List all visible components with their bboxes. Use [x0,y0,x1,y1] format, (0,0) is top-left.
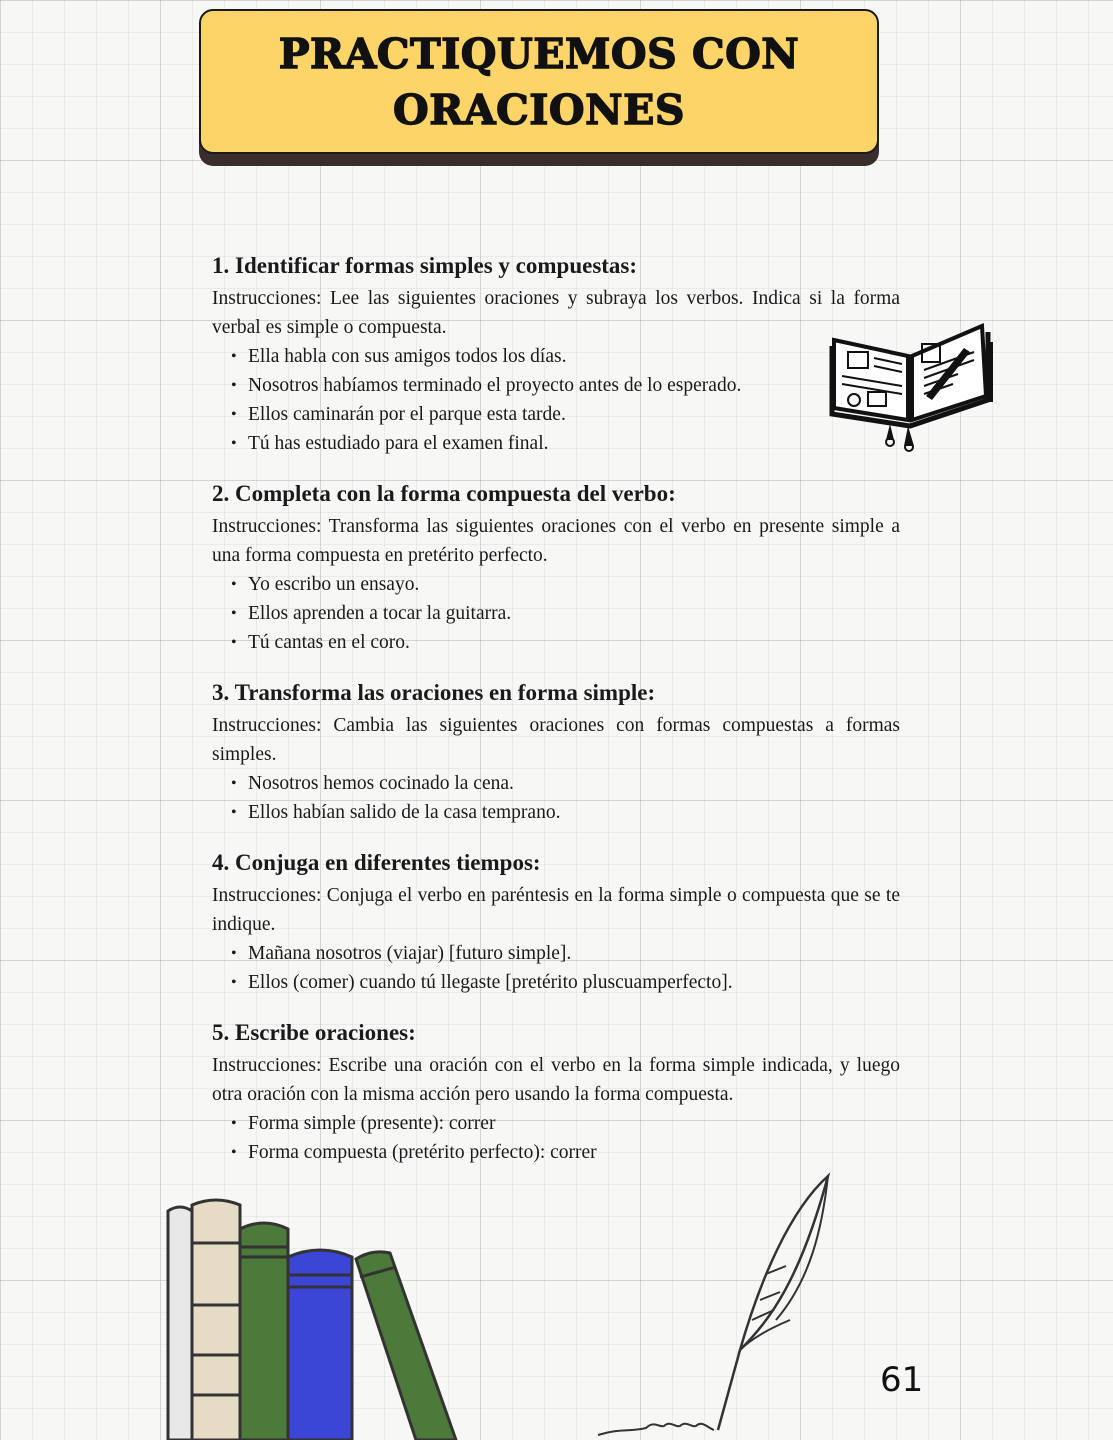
quill-pen-icon [590,1170,840,1440]
list-item: • Ellos habían salido de la casa temprano. [212,798,900,827]
section-items [212,1109,900,1167]
exercise-section [212,677,900,827]
list-item: • Ellos aprenden a tocar la guitarra. [212,599,900,628]
exercise-list [212,250,900,1187]
list-item: • Forma compuesta (pretérito perfecto): correr [212,1138,900,1167]
list-item: • Tú has estudiado para el examen final. [212,429,900,458]
open-notebook-icon [828,312,993,452]
exercise-section [212,847,900,997]
list-item: • Ellos caminarán por el parque esta tarde. [212,400,900,429]
list-item: • Ellos (comer) cuando tú llegaste [pretérito pluscuamperfecto]. [212,968,900,997]
section-heading: 2. Completa con la forma compuesta del verbo: [212,481,676,506]
exercise-section [212,1017,900,1167]
list-item: • Forma simple (presente): correr [212,1109,900,1138]
exercise-section [212,250,900,458]
section-heading: 4. Conjuga en diferentes tiempos: [212,850,541,875]
page-title: PRACTIQUEMOS CON ORACIONES [278,29,800,134]
section-heading: 1. Identificar formas simples y compuestas: [212,253,638,278]
exercise-section [212,478,900,657]
list-item: • Nosotros hemos cocinado la cena. [212,769,900,798]
section-heading: 3. Transforma las oraciones en forma simple: [212,680,656,705]
list-item: • Ella habla con sus amigos todos los días. [212,342,900,371]
page-number: 61 [880,1360,924,1400]
section-items [212,939,900,997]
list-item: • Nosotros habíamos terminado el proyecto antes de lo esperado. [212,371,900,400]
list-item: • Yo escribo un ensayo. [212,570,900,599]
section-items [212,342,900,458]
title-banner [199,9,879,154]
list-item: • Tú cantas en el coro. [212,628,900,657]
section-instructions: Instrucciones: Lee las siguientes oraciones y subraya los verbos. Indica si la forma verbal es simple o compuesta. [212,288,900,338]
books-icon [160,1195,460,1440]
section-instructions: Instrucciones: Cambia las siguientes oraciones con formas compuestas a formas simples. [212,715,900,765]
list-item: • Mañana nosotros (viajar) [futuro simple]. [212,939,900,968]
section-items [212,570,900,657]
section-heading: 5. Escribe oraciones: [212,1020,416,1045]
section-instructions: Instrucciones: Conjuga el verbo en paréntesis en la forma simple o compuesta que se te indique. [212,885,900,935]
section-instructions: Instrucciones: Escribe una oración con el verbo en la forma simple indicada, y luego otra oración con la misma acción pero usando la forma compuesta. [212,1055,900,1105]
section-items [212,769,900,827]
section-instructions: Instrucciones: Transforma las siguientes oraciones con el verbo en presente simple a una forma compuesta en pretérito perfecto. [212,516,900,566]
